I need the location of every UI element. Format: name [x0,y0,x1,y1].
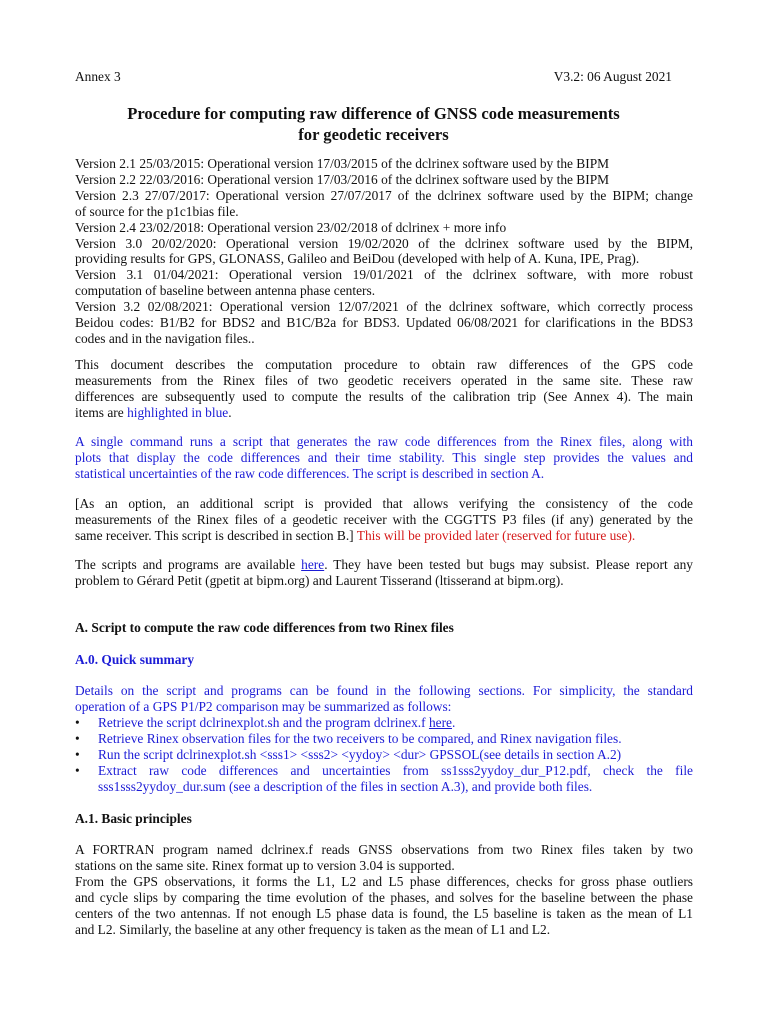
intro-line-4 [75,405,693,421]
title-line-2: for geodetic receivers [298,125,449,144]
version-3-0-line-2: providing results for GPS, GLONASS, Galileo and BeiDou (developed with help of A. Kuna, IPE, Prag). [75,251,640,267]
section-a-heading: A. Script to compute the raw code differences from two Rinex files [75,620,454,635]
principles-line-5: centers of the two antennas. If not enough L5 phase data is found, the L5 baseline is taken as the mean of L1 [75,905,693,921]
version-2-3-line-1: Version 2.3 27/07/2017: Operational version 27/07/2017 of the dclrinex software used by the BIPM; change [75,187,693,203]
step-3-text: Run the script dclrinexplot.sh <sss1> <sss2> <yydoy> <dur> GPSSOL(see details in section A.2) [98,746,622,762]
scripts-text-2: . They have been tested but bugs may subsist. Please report any [324,557,693,572]
step-1-text: Retrieve the script dclrinexplot.sh and the program dclrinex.f [98,715,429,730]
version-3-1-line-1: Version 3.1 01/04/2021: Operational version 19/01/2021 of the dclrinex software, with more robust [75,267,693,283]
intro-line-2: measurements from the Rinex files of two geodetic receivers operated in the same site. These raw [75,372,693,388]
bullet-glyph: • [75,715,80,730]
principles-line-4: and cycle slips by comparing the time evolution of the phases, and solves for the baseline between the phase [75,889,693,905]
scripts-here-link[interactable]: here [301,557,325,572]
bullet-glyph: • [75,746,80,762]
summary-steps-list [75,715,693,795]
principles-line-1: A FORTRAN program named dclrinex.f reads GNSS observations from two Rinex files taken by two [75,842,693,857]
version-2-4: Version 2.4 23/02/2018: Operational version 23/02/2018 of dclrinex + more info [75,219,507,235]
step-2-text: Retrieve Rinex observation files for the two receivers to be compared, and Rinex navigation files. [98,730,622,746]
summary-paragraph [75,683,693,715]
section-a1-heading: A.1. Basic principles [75,811,192,826]
list-item [75,763,693,795]
version-3-1-line-2: computation of baseline between antenna phase centers. [75,283,376,299]
version-2-3-line-2: of source for the p1c1bias file. [75,203,239,219]
highlight-note: highlighted in blue [127,404,229,420]
intro-period: . [228,404,232,420]
intro-line-3: differences are subsequently used to compute the results of the calibration trip (See Annex 4). The main [75,388,693,404]
intro-text: items are [75,404,128,420]
intro-line-1: This document describes the computation procedure to obtain raw differences of the GPS code [75,357,693,372]
section-a0-heading: A.0. Quick summary [75,652,195,667]
version-date: V3.2: 06 August 2021 [553,69,672,84]
option-text: same receiver. This script is described in section B.] [75,527,357,543]
version-3-2-line-1: Version 3.2 02/08/2021: Operational version 12/07/2021 of the dclrinex software, which correctly process [75,299,693,315]
intro-paragraph [75,357,693,421]
principles-line-3: From the GPS observations, it forms the L1, L2 and L5 phase differences, checks for gross phase outliers [75,873,693,889]
list-item [75,731,693,747]
annex-label: Annex 3 [75,69,121,84]
single-line-2: plots that display the code differences and their time stability. This single step provides the values and [75,449,693,465]
program-here-link[interactable]: here [428,715,452,730]
single-command-paragraph [75,434,693,482]
option-line-3 [75,528,693,544]
scripts-line-1 [75,557,693,573]
principles-line-6: and L2. Similarly, the baseline at any other frequency is taken as the mean of L1 and L2. [75,921,551,937]
version-3-0-line-1: Version 3.0 20/02/2020: Operational version 19/02/2020 of the dclrinex software used by the BIPM, [75,235,693,251]
step-1-period: . [452,715,456,730]
option-line-2: measurements of the Rinex files of a geodetic receiver with the CGGTTS P3 files (if any) generated by the [75,511,693,527]
single-line-1: A single command runs a script that generates the raw code differences from the Rinex files, along with [75,434,693,449]
page-header [75,69,672,86]
scripts-line-2: problem to Gérard Petit (gpetit at bipm.org) and Laurent Tisserand (ltisserand at bipm.org). [75,572,564,588]
document-title [75,103,672,145]
version-history [75,156,693,347]
version-3-2-line-2: Beidou codes: B1/B2 for BDS2 and B1C/B2a for BDS3. Updated 06/08/2021 for clarifications in the BDS3 [75,315,693,331]
summary-line-1: Details on the script and programs can be found in the following sections. For simplicity, the standard [75,683,693,698]
step-4-line-1: Extract raw code differences and uncertainties from ss1sss2yydoy_dur_P12.pdf, check the file [98,762,693,778]
scripts-paragraph [75,557,693,589]
version-2-1: Version 2.1 25/03/2015: Operational version 17/03/2015 of the dclrinex software used by the BIPM [75,156,610,171]
version-2-2: Version 2.2 22/03/2016: Operational version 17/03/2016 of the dclrinex software used by the BIPM [75,171,610,187]
list-item [75,747,693,763]
bullet-glyph: • [75,762,80,778]
principles-paragraph [75,842,693,937]
future-use-note: This will be provided later (reserved for future use). [356,527,636,543]
version-3-2-line-3: codes and in the navigation files.. [75,330,255,346]
single-line-3: statistical uncertainties of the raw code differences. The script is described in section A. [75,465,545,481]
scripts-text: The scripts and programs are available [75,557,302,572]
title-line-1: Procedure for computing raw difference of GNSS code measurements [127,104,620,123]
step-4-line-2: sss1sss2yydoy_dur.sum (see a description of the files in section A.3), and provide both files. [98,778,593,794]
list-item [75,715,693,731]
principles-line-2: stations on the same site. Rinex format up to version 3.04 is supported. [75,857,455,873]
summary-line-2: operation of a GPS P1/P2 comparison may be summarized as follows: [75,698,452,714]
option-line-1: [As an option, an additional script is provided that allows verifying the consistency of the code [75,496,693,511]
bullet-glyph: • [75,730,80,746]
option-paragraph [75,496,693,544]
